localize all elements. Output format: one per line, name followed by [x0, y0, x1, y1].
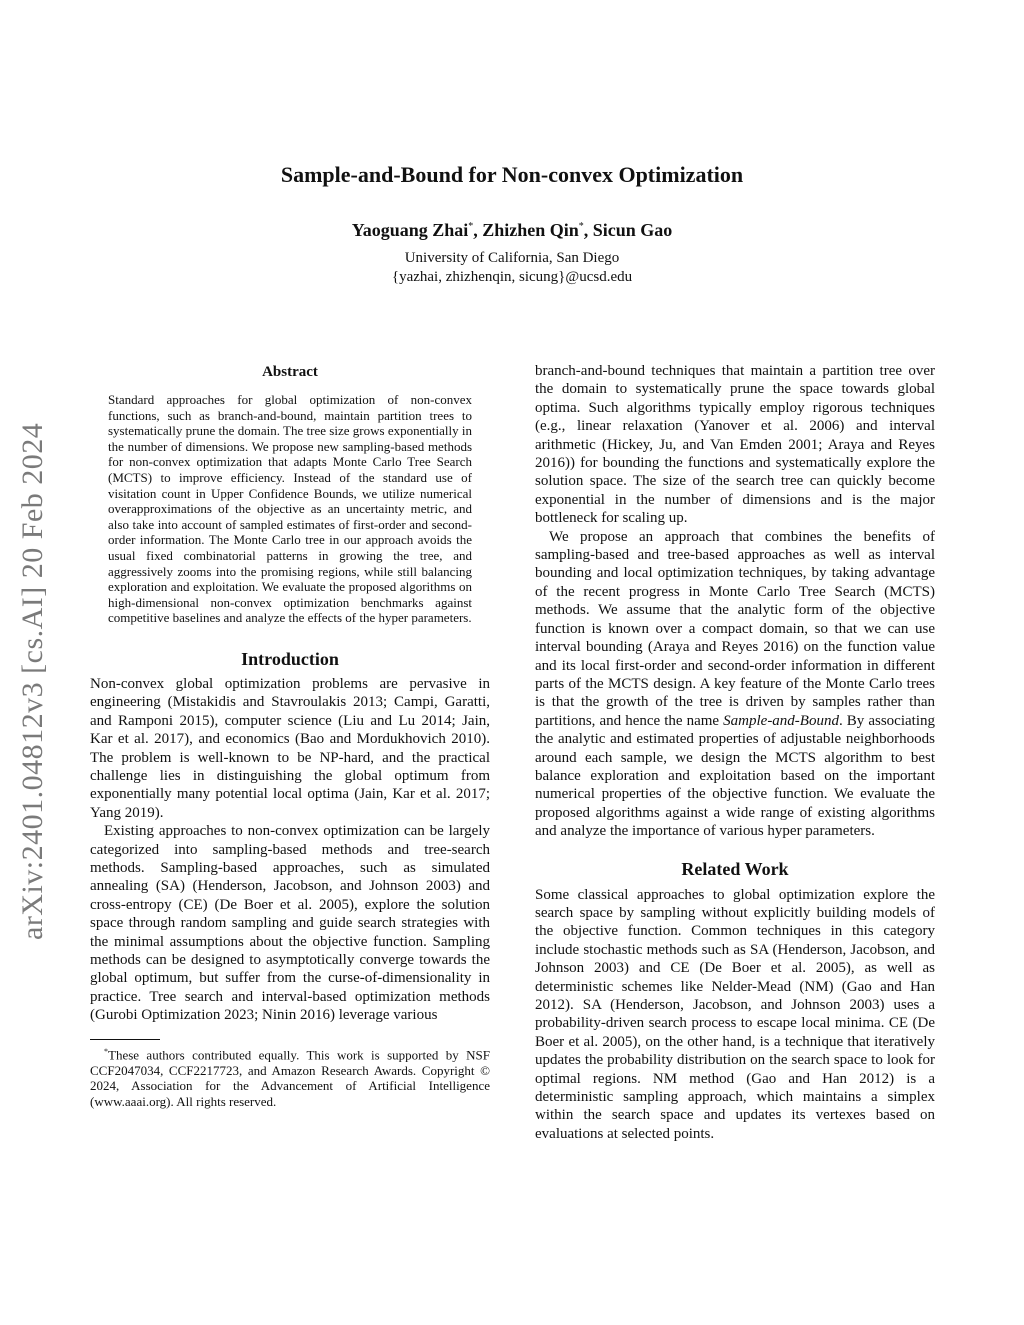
author-list	[0, 214, 1024, 243]
affiliation: University of California, San Diego	[404, 250, 620, 266]
paper-title: Sample-and-Bound for Non-convex Optimization	[280, 162, 744, 187]
footnote-divider	[90, 1039, 160, 1040]
paragraph-text: . By associating the analytic and estimated properties of adjustable neighborhoods around each sample, we design the MCTS algorithm to best balance exploration and exploitation based on the important numerical properties of the objective function. We evaluate the proposed algorithms against a wide range of existing algorithms and analyze the importance of various hyper parameters.	[535, 712, 935, 840]
affiliation-block	[0, 249, 1024, 287]
left-column	[90, 362, 490, 1109]
related-work-heading: Related Work	[681, 858, 789, 879]
author-name: Sicun Gao	[592, 220, 673, 240]
introduction-paragraph: Non-convex global optimization problems are pervasive in engineering (Mistakidis and Stavroulakis 2013; Campi, Garatti, and Ramponi 2015), computer science (Liu and Lu 2014; Jain, Kar et al. 2017), and economics (Bao and Mordukhovich 2010). The problem is well-known to be NP-hard, and the practical challenge lies in distinguishing the global optimum from exponentially many potential local optima (Jain, Kar et al. 2017; Yang 2019).	[90, 675, 490, 821]
introduction-paragraph: Existing approaches to non-convex optimization can be largely categorized into sampling-based methods and tree-search methods. Sampling-based approaches, such as simulated annealing (SA) (Henderson, Jacobson, and Johnson 2003) and cross-entropy (CE) (De Boer et al. 2005), explore the solution space through random sampling and guide search strategies with the minimal assumptions about the objective function. Sampling methods can be designed to asymptotically converge towards the global optimum, but suffer from the curse-of-dimensionality in practice. Tree search and interval-based optimization methods (Gurobi Optimization 2023; Ninin 2016) leverage various	[90, 823, 490, 1024]
introduction-heading: Introduction	[241, 648, 339, 669]
author-separator: ,	[583, 220, 593, 240]
footnote	[90, 1044, 490, 1110]
footnote-text: These authors contributed equally. This work is supported by NSF CCF2047034, CCF2217723, and Amazon Research Awards. Copyright © 2024, Association for the Advancement of Artificial Intelligence (www.aaai.org). All rights reserved.	[90, 1046, 490, 1109]
equal-contribution-mark: *	[468, 221, 474, 232]
footnote-mark: *	[104, 1046, 108, 1056]
author-separator: ,	[473, 220, 483, 240]
abstract-text: Standard approaches for global optimization of non-convex functions, such as branch-and-bound, maintain partition trees to systematically prune the domain. The tree size grows exponentially in the number of dimensions. We propose new sampling-based methods for non-convex optimization that adapts Monte Carlo Tree Search (MCTS) to improve efficiency. Instead of the standard use of visitation count in Upper Confidence Bounds, we utilize numerical overapproximations of the objective as an uncertainty metric, and also take into account of sampled estimates of first-order and second-order information. The Monte Carlo tree in our approach avoids the usual fixed combinatorial patterns in growing the tree, and aggressively zooms into the promising regions, while still balancing exploration and exploitation. We evaluate the proposed algorithms on high-dimensional non-convex optimization benchmarks against competitive baselines and analyze the effects of the hyper parameters.	[108, 392, 472, 626]
introduction-paragraph	[535, 528, 935, 841]
introduction-paragraph-continued: branch-and-bound techniques that maintain a partition tree over the domain to systematically prune the space towards global optima. Such algorithms typically employ rigorous techniques (e.g., linear relaxation (Yanover et al. 2006) and interval arithmetic (Hickey, Ju, and Van Emden 2001; Araya and Reyes 2016)) for bounding the functions and systematically explore the solution space. The size of the search tree can quickly become exponential in the number of dimensions and is the major bottleneck for scaling up.	[535, 363, 935, 527]
author-name: Yaoguang Zhai	[351, 220, 469, 240]
paragraph-text: We propose an approach that combines the benefits of sampling-based and tree-based approaches as well as interval bounding and local optimization techniques, by taking advantage of the recent progress in Monte Carlo Tree Search (MCTS) methods. We assume that the analytic form of the objective function is known over a compact domain, so that we can use interval bounding (Araya and Reyes 2016) on the function value and its local first-order and second-order information in different parts of the MCTS design. A key feature of the Monte Carlo trees is that the growth of the tree is driven by samples rather than partitions, and hence the name	[535, 528, 935, 729]
related-work-paragraph: Some classical approaches to global optimization explore the search space by sampling without explicitly building models of the objective function. Common techniques in this category include stochastic methods such as SA (Henderson, Jacobson, and Johnson 2003) and CE (De Boer et al. 2005), as well as deterministic schemes like Nelder-Mead (NM) (Gao and Han 2012). SA (Henderson, Jacobson, and Johnson 2003) uses a probability-driven search process to escape local minima. CE (De Boer et al. 2005), on the other hand, is a technique that iteratively updates the probability distribution on the search space to look for optimal regions. NM method (Gao and Han 2012) is a deterministic sampling approach, which maintains a simplex within the search space and updates its vertexes based on evaluations at selected points.	[535, 886, 935, 1142]
method-name: Sample-and-Bound	[723, 712, 839, 729]
right-column	[535, 362, 935, 1143]
arxiv-identifier: arXiv:2401.04812v3 [cs.AI] 20 Feb 2024	[16, 422, 49, 940]
equal-contribution-mark: *	[578, 221, 584, 232]
author-name: Zhizhen Qin	[482, 220, 579, 240]
abstract-heading: Abstract	[262, 364, 318, 380]
email: {yazhai, zhizhenqin, sicung}@ucsd.edu	[391, 269, 633, 285]
